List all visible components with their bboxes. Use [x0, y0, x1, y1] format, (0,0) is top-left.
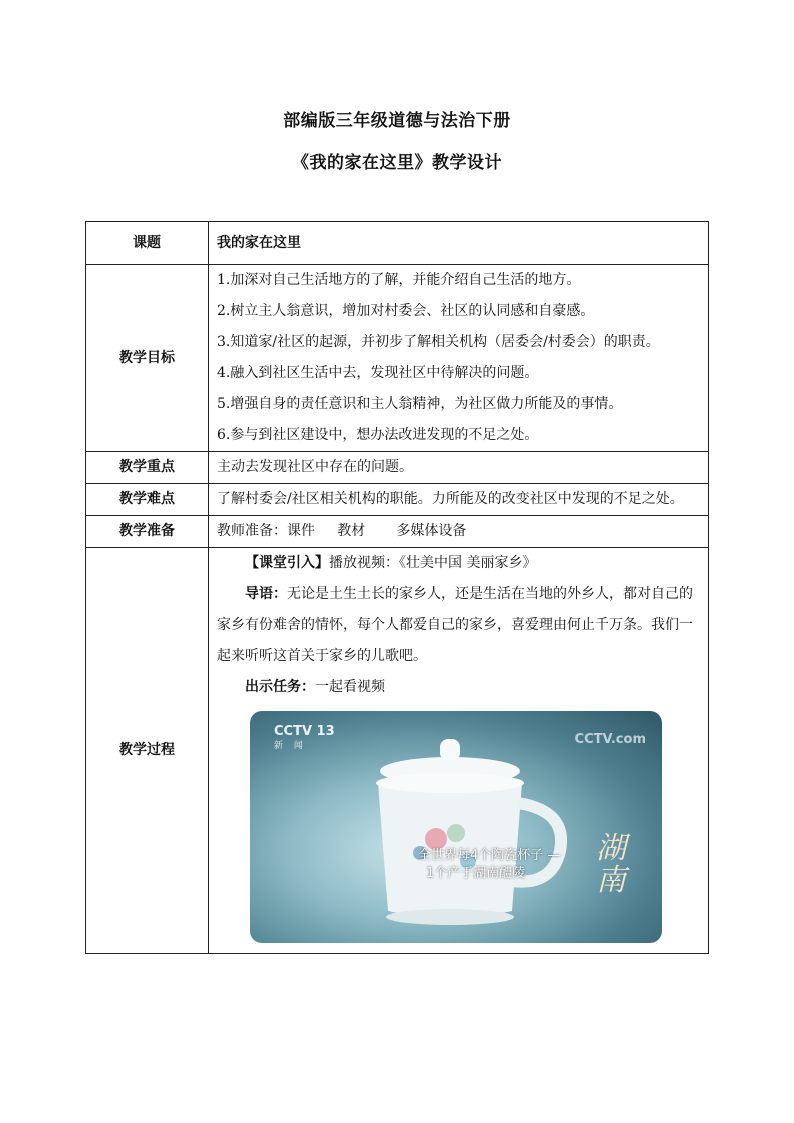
guide-heading: 导语：: [245, 586, 287, 602]
goals-list: [209, 265, 709, 452]
document-title: 部编版三年级道德与法治下册: [283, 111, 511, 131]
video-caption: [418, 847, 560, 883]
document-subtitle: 《我的家在这里》教学设计: [292, 153, 502, 173]
caption-line-2: 1个产于湖南醴陵: [426, 866, 526, 881]
table-row-difficulty: [86, 484, 709, 516]
process-intro: [217, 548, 702, 579]
goal-item-4: 4.融入到社区生活中去，发现社区中待解决的问题。: [217, 365, 539, 381]
task-text: 一起看视频: [315, 679, 385, 695]
preparation-value: 教师准备：课件 教材 多媒体设备: [209, 516, 709, 548]
table-row-topic: [86, 222, 709, 265]
topic-value: 我的家在这里: [209, 222, 709, 265]
process-content: [209, 548, 709, 954]
preparation-label: 教学准备: [86, 516, 209, 548]
goals-label: 教学目标: [86, 265, 209, 452]
table-row-goals: [86, 265, 709, 452]
cctv13-logo: [274, 725, 335, 753]
process-guide: [217, 579, 702, 672]
lesson-plan-table: [85, 221, 709, 954]
goal-item-1: 1.加深对自己生活地方的了解，并能介绍自己生活的地方。: [217, 272, 581, 288]
goal-item-6: 6.参与到社区建设中，想办法改进发现的不足之处。: [217, 427, 539, 443]
goal-item-3: 3.知道家/社区的起源，并初步了解相关机构（居委会/村委会）的职责。: [217, 334, 660, 350]
guide-text: 无论是土生土长的家乡人，还是生活在当地的外乡人，都对自己的家乡有份难舍的情怀，每个人都爱自己的家乡，喜爱理由何止千万条。我们一起来听听这首关于家乡的儿歌吧。: [217, 586, 693, 664]
task-heading: 出示任务：: [245, 679, 315, 695]
table-row-key-point: [86, 452, 709, 484]
intro-text: 播放视频：《壮美中国 美丽家乡》: [329, 555, 537, 571]
goal-item-5: 5.增强自身的责任意识和主人翁精神，为社区做力所能及的事情。: [217, 396, 623, 412]
video-screenshot[interactable]: [250, 711, 662, 943]
caption-hunan: 湖南: [596, 831, 632, 898]
intro-heading: 【课堂引入】: [245, 555, 329, 571]
process-label: 教学过程: [86, 548, 209, 954]
process-task: [217, 672, 702, 703]
topic-label: 课题: [86, 222, 209, 265]
difficulty-value: 了解村委会/社区相关机构的职能。力所能及的改变社区中发现的不足之处。: [209, 484, 709, 516]
key-point-value: 主动去发现社区中存在的问题。: [209, 452, 709, 484]
difficulty-label: 教学难点: [86, 484, 209, 516]
cctv-watermark: CCTV.com: [574, 732, 646, 747]
key-point-label: 教学重点: [86, 452, 209, 484]
table-row-preparation: [86, 516, 709, 548]
goal-item-2: 2.树立主人翁意识，增加对村委会、社区的认同感和自豪感。: [217, 303, 595, 319]
cctv13-logo-text: CCTV 13: [274, 724, 335, 739]
caption-line-1: 全世界每4个陶瓷杯子 —: [418, 848, 561, 863]
table-row-process: [86, 548, 709, 954]
cctv13-channel-name: 新 闻: [274, 741, 307, 751]
